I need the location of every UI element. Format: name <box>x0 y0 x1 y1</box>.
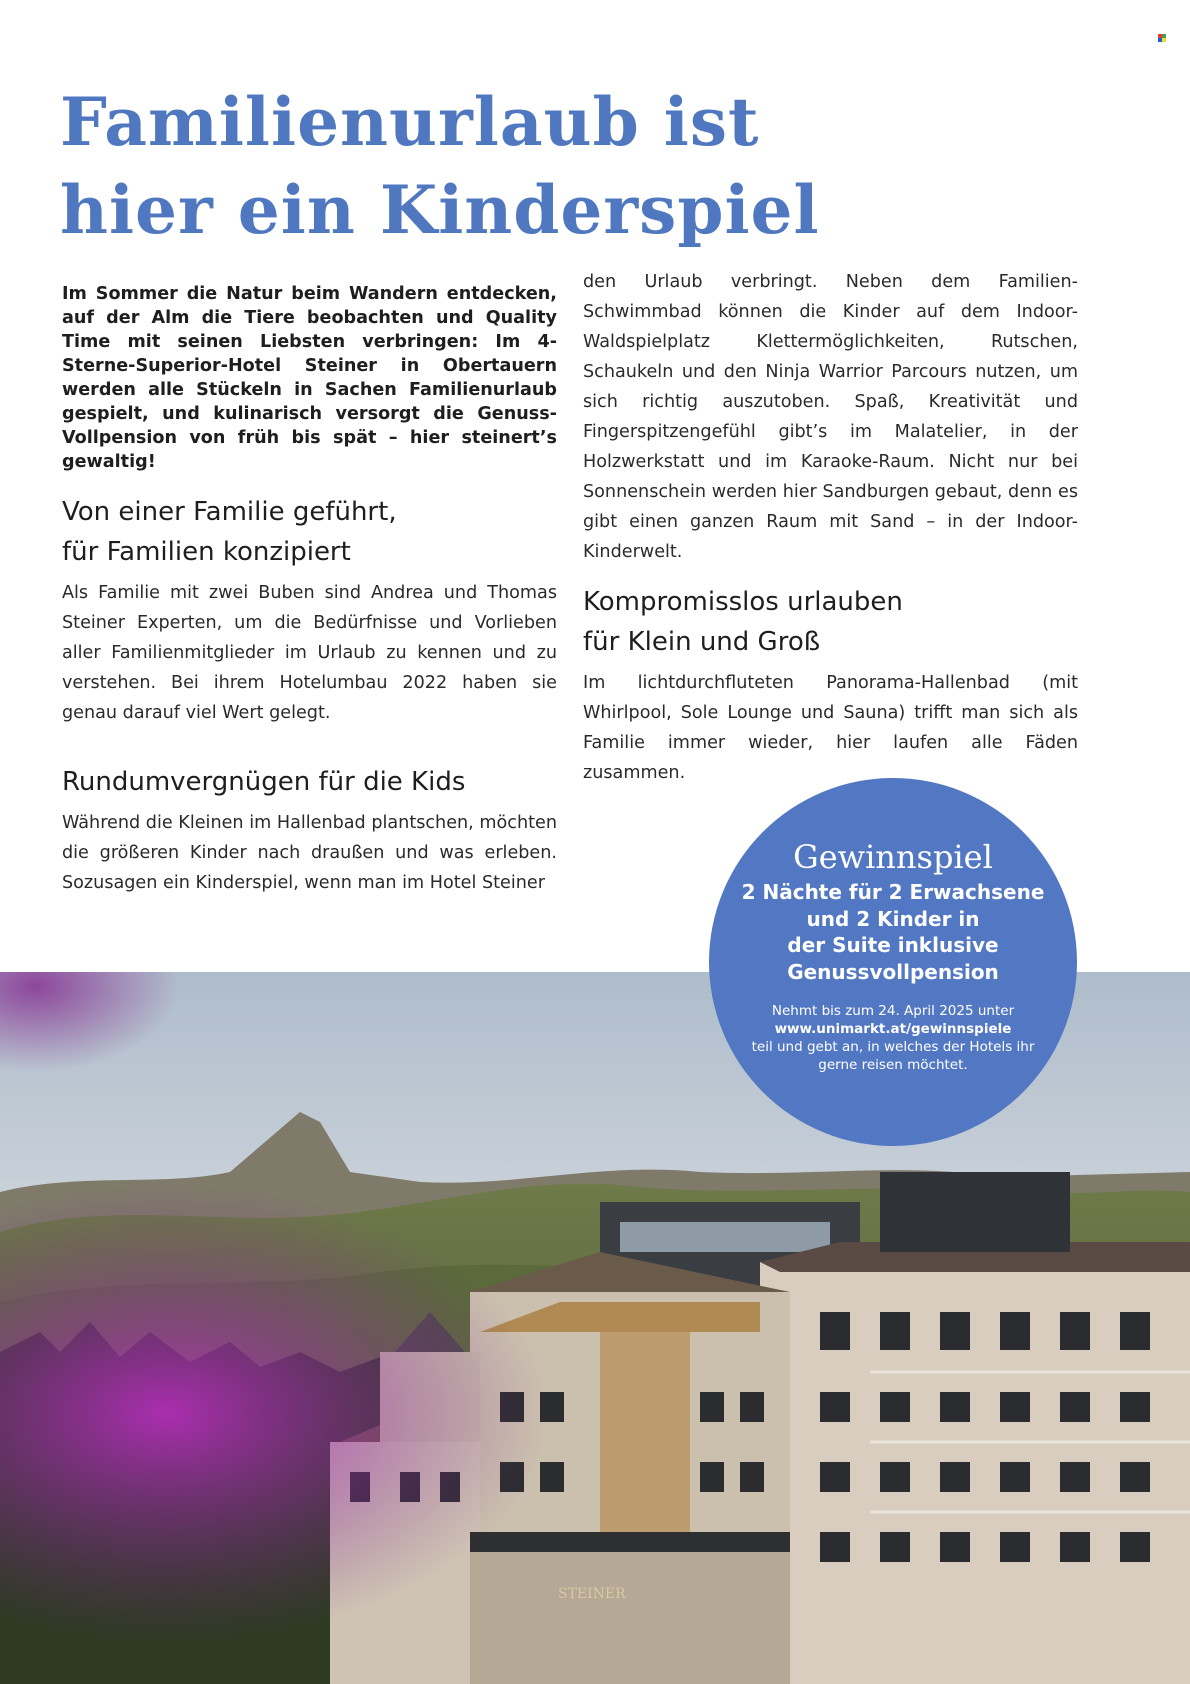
intro-paragraph: Im Sommer die Natur beim Wandern entdecken, auf der Alm die Tiere beobachten und Quality Time mit seinen Liebsten verbringen: Im 4-Sterne-Superior-Hotel Steiner in Obertauern werden alle Stückeln in Sachen Familienurlaub gespielt, und kulinarisch versorgt die Genuss-Vollpension von früh bis spät – hier steinert’s gewaltig! <box>62 284 557 472</box>
prize-line: Genussvollpension <box>787 959 999 984</box>
section-body-continued: den Urlaub verbringt. Neben dem Familien-Schwimmbad können die Kinder auf dem Indoor-Waldspielplatz Klettermöglichkeiten, Rutschen, Schaukeln und den Ninja Warrior Parcours nutzen, um sich richtig auszutoben. Spaß, Kreativität und Fingerspitzengefühl gibt’s im Malatelier, in der Holzwerkstatt und im Karaoke-Raum. Nicht nur bei Sonnenschein werden hier Sandburgen gebaut, denn es gibt einen ganzen Raum mit Sand – in der Indoor-Kinderwelt. <box>583 272 1078 562</box>
contest-info-intro: Nehmt bis zum 24. April 2025 unter <box>771 1003 1015 1019</box>
print-color-mark <box>1158 34 1166 42</box>
contest-url-link[interactable]: www.unimarkt.at/gewinnspiele <box>774 1021 1012 1037</box>
heading-line: Kompromisslos urlauben <box>583 587 903 617</box>
section-heading <box>62 492 557 572</box>
prize-line: 2 Nächte für 2 Erwachsene <box>741 880 1045 904</box>
contest-info <box>739 1002 1047 1074</box>
section-heading <box>583 582 1078 662</box>
section-no-compromise <box>583 582 1078 788</box>
page-title <box>60 78 820 254</box>
section-body: Im lichtdurchfluteten Panorama-Hallenbad (mit Whirlpool, Sole Lounge und Sauna) trifft man sich als Familie immer wieder, hier laufen alle Fäden zusammen. <box>583 673 1078 783</box>
contest-prize <box>729 879 1057 985</box>
title-line-2: hier ein Kinderspiel <box>60 171 820 249</box>
title-line-1: Familienurlaub ist <box>60 83 760 161</box>
prize-line: und 2 Kinder in <box>806 906 980 931</box>
heading-line: für Klein und Groß <box>583 627 821 657</box>
contest-info-outro: teil und gebt an, in welches der Hotels ihr gerne reisen möchtet. <box>751 1039 1035 1073</box>
section-kids-fun <box>62 762 557 898</box>
heading-line: für Familien konzipiert <box>62 537 351 567</box>
section-family-run <box>62 492 557 728</box>
section-heading: Rundumvergnügen für die Kids <box>62 767 466 797</box>
contest-title: Gewinnspiel <box>793 838 993 876</box>
heading-line: Von einer Familie geführt, <box>62 497 397 527</box>
prize-line: der Suite inklusive <box>787 933 999 957</box>
section-body: Als Familie mit zwei Buben sind Andrea und Thomas Steiner Experten, um die Bedürfnisse und Vorlieben aller Familienmitglieder im Urlaub zu kennen und zu verstehen. Bei ihrem Hotelumbau 2022 haben sie genau darauf viel Wert gelegt. <box>62 583 557 723</box>
contest-badge <box>709 778 1077 1146</box>
section-body: Während die Kleinen im Hallenbad plantschen, möchten die größeren Kinder nach draußen und was erleben. Sozusagen ein Kinderspiel, wenn man im Hotel Steiner <box>62 813 557 893</box>
